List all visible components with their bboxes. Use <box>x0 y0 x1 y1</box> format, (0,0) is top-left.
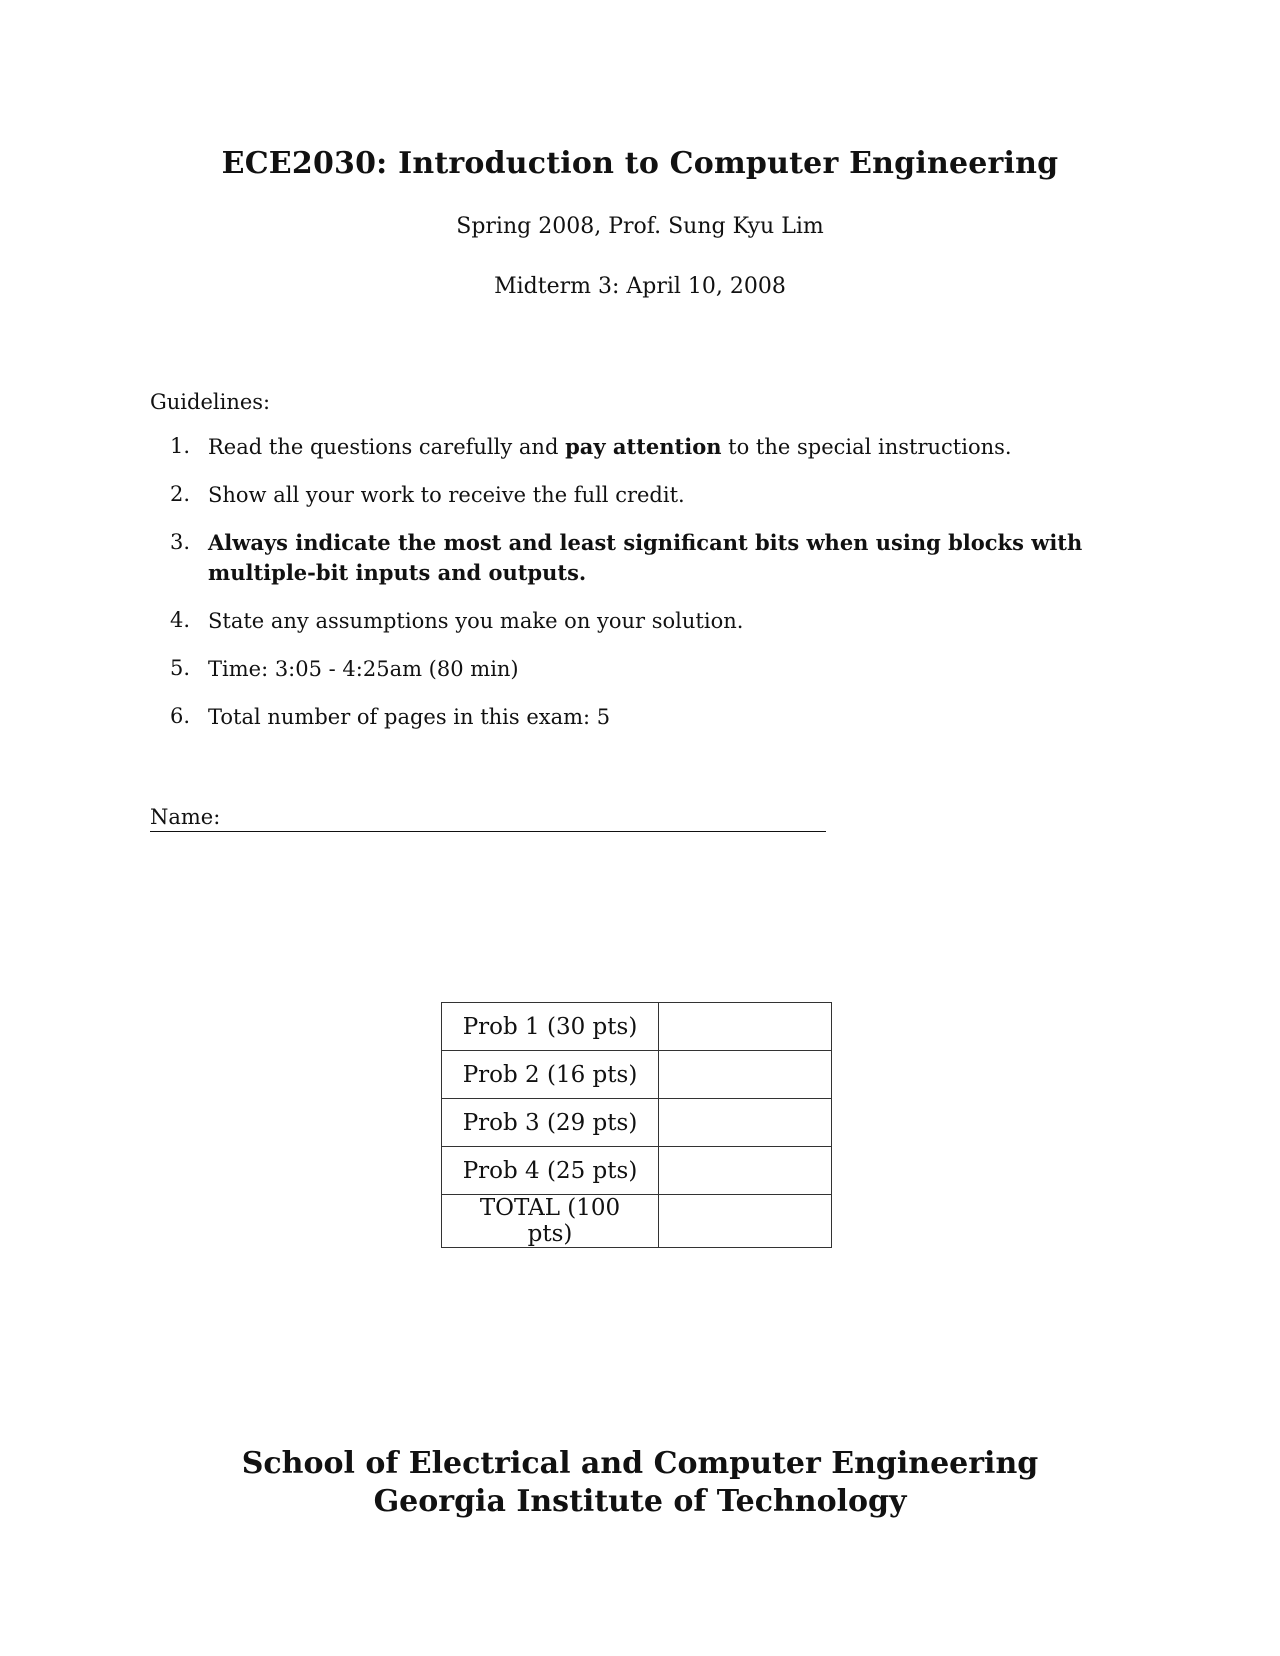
guideline-number: 1. <box>170 434 191 458</box>
table-row <box>442 1003 832 1051</box>
guideline-number: 2. <box>170 482 191 506</box>
guideline-item <box>170 432 1150 462</box>
name-field[interactable] <box>150 805 826 832</box>
guidelines-list <box>170 432 1150 750</box>
guideline-text-tail: to the special instructions. <box>721 435 1012 459</box>
table-row <box>442 1099 832 1147</box>
guideline-text: Time: 3:05 - 4:25am (80 min) <box>208 657 519 681</box>
guideline-text: Show all your work to receive the full credit. <box>208 483 685 507</box>
score-cell[interactable] <box>659 1099 832 1147</box>
score-cell[interactable] <box>659 1003 832 1051</box>
guidelines-heading: Guidelines: <box>150 390 271 414</box>
score-row-label: Prob 2 (16 pts) <box>442 1051 659 1099</box>
guideline-item <box>170 606 1150 636</box>
guideline-text: Total number of pages in this exam: 5 <box>208 705 611 729</box>
guideline-text: State any assumptions you make on your solution. <box>208 609 744 633</box>
guideline-emphasis: Always indicate the most and least significant bits when using blocks with multiple-bit inputs and outputs. <box>208 530 1083 585</box>
score-row-label: Prob 1 (30 pts) <box>442 1003 659 1051</box>
score-row-label: Prob 4 (25 pts) <box>442 1147 659 1195</box>
score-row-label: TOTAL (100 pts) <box>442 1195 659 1248</box>
exam-title: ECE2030: Introduction to Computer Engineering <box>221 146 1059 181</box>
score-cell[interactable] <box>659 1195 832 1248</box>
guideline-number: 3. <box>170 530 191 554</box>
guideline-item <box>170 702 1150 732</box>
guideline-text: Read the questions carefully and <box>208 435 566 459</box>
score-row-label: Prob 3 (29 pts) <box>442 1099 659 1147</box>
school-name: School of Electrical and Computer Engineering <box>241 1446 1039 1481</box>
institute-name: Georgia Institute of Technology <box>373 1484 907 1519</box>
score-cell[interactable] <box>659 1147 832 1195</box>
guideline-emphasis: pay attention <box>565 434 722 459</box>
guideline-number: 4. <box>170 608 191 632</box>
name-label: Name: <box>150 805 221 829</box>
guideline-item <box>170 480 1150 510</box>
score-table <box>441 1002 832 1248</box>
guideline-number: 5. <box>170 656 191 680</box>
course-subtitle: Spring 2008, Prof. Sung Kyu Lim <box>456 214 824 239</box>
table-row <box>442 1051 832 1099</box>
guideline-item <box>170 528 1150 588</box>
score-cell[interactable] <box>659 1051 832 1099</box>
table-row <box>442 1147 832 1195</box>
guideline-number: 6. <box>170 704 191 728</box>
guideline-item <box>170 654 1150 684</box>
exam-date-subtitle: Midterm 3: April 10, 2008 <box>494 274 786 299</box>
table-row <box>442 1195 832 1248</box>
